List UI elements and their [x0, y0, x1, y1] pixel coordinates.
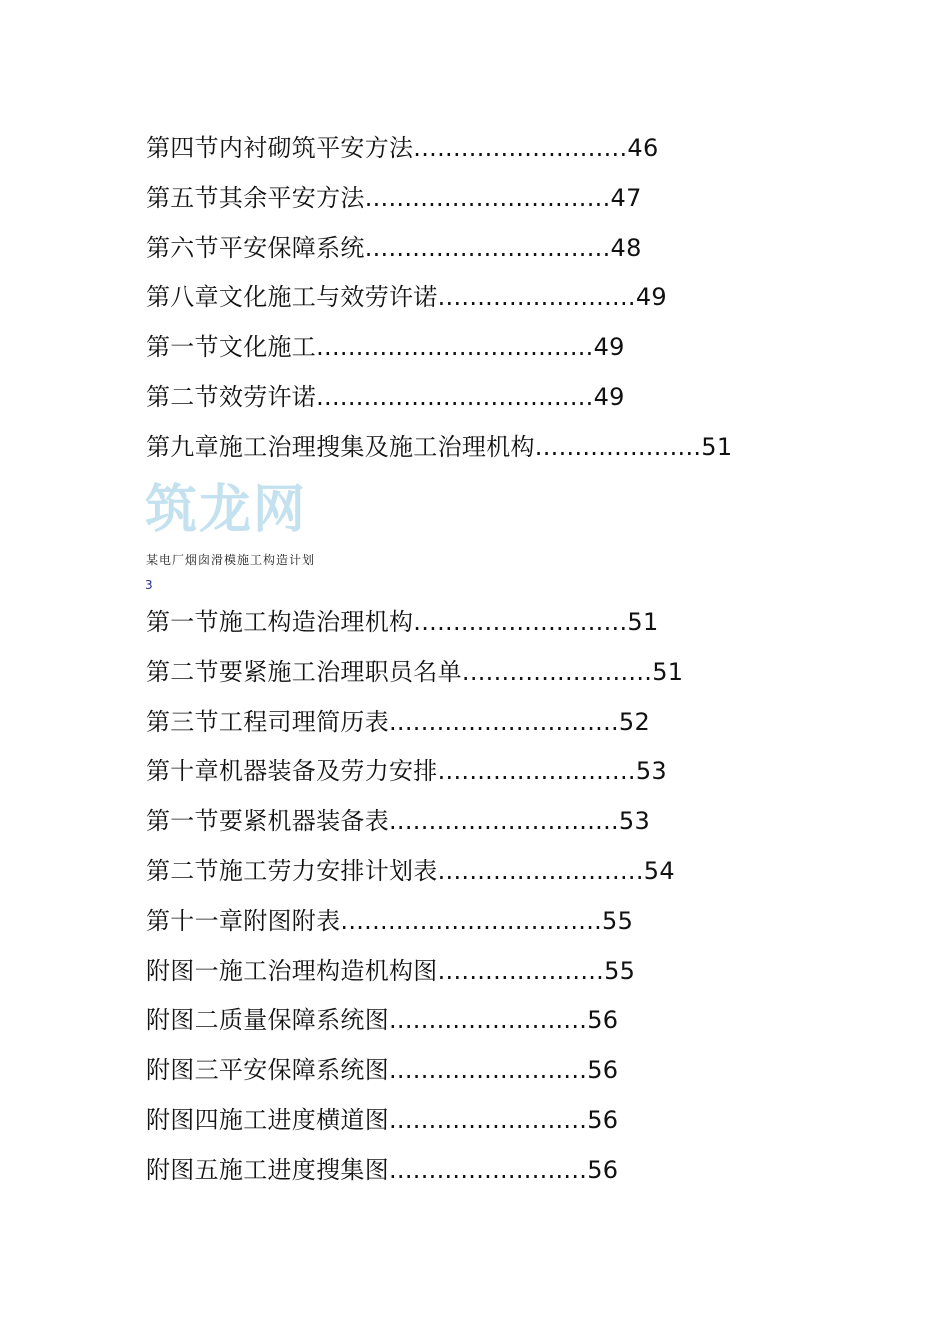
toc-entry[interactable]: 第十章机器装备及劳力安排.........................53 — [146, 757, 667, 786]
toc-entry[interactable]: 第九章施工治理搜集及施工治理机构.....................51 — [146, 432, 733, 461]
toc-entry[interactable]: 附图二质量保障系统图.........................56 — [146, 1006, 619, 1035]
watermark-logo: 筑龙网 — [145, 480, 308, 540]
toc-entry[interactable]: 第二节要紧施工治理职员名单........................51 — [146, 657, 684, 686]
toc-entry[interactable]: 附图四施工进度横道图.........................56 — [146, 1105, 619, 1134]
toc-entry[interactable]: 第三节工程司理简历表.............................52 — [146, 707, 651, 736]
document-header-title: 某电厂烟囱滑模施工构造计划 — [146, 553, 316, 567]
toc-entry[interactable]: 附图一施工治理构造机构图.....................55 — [146, 956, 636, 985]
toc-entry[interactable]: 第一节文化施工...................................49 — [146, 333, 625, 362]
toc-entry[interactable]: 第八章文化施工与效劳许诺.........................49 — [146, 283, 667, 312]
table-of-contents-top — [146, 124, 906, 473]
toc-entry[interactable]: 第一节施工构造治理机构...........................51 — [146, 608, 659, 636]
toc-entry[interactable]: 第二节效劳许诺...................................49 — [146, 382, 625, 411]
toc-entry[interactable]: 第六节平安保障系统...............................48 — [146, 233, 642, 262]
toc-entry[interactable]: 第五节其余平安方法...............................47 — [146, 183, 642, 212]
toc-entry[interactable]: 第二节施工劳力安排计划表..........................54 — [146, 856, 675, 885]
toc-entry[interactable]: 第四节内衬砌筑平安方法...........................46 — [146, 134, 659, 162]
page-number: 3 — [145, 578, 153, 592]
toc-entry[interactable]: 附图五施工进度搜集图.........................56 — [146, 1155, 619, 1184]
table-of-contents-bottom — [146, 598, 906, 1196]
toc-entry[interactable]: 第十一章附图附表.................................55 — [146, 906, 634, 935]
toc-entry[interactable]: 附图三平安保障系统图.........................56 — [146, 1056, 619, 1085]
toc-entry[interactable]: 第一节要紧机器装备表.............................53 — [146, 807, 651, 836]
